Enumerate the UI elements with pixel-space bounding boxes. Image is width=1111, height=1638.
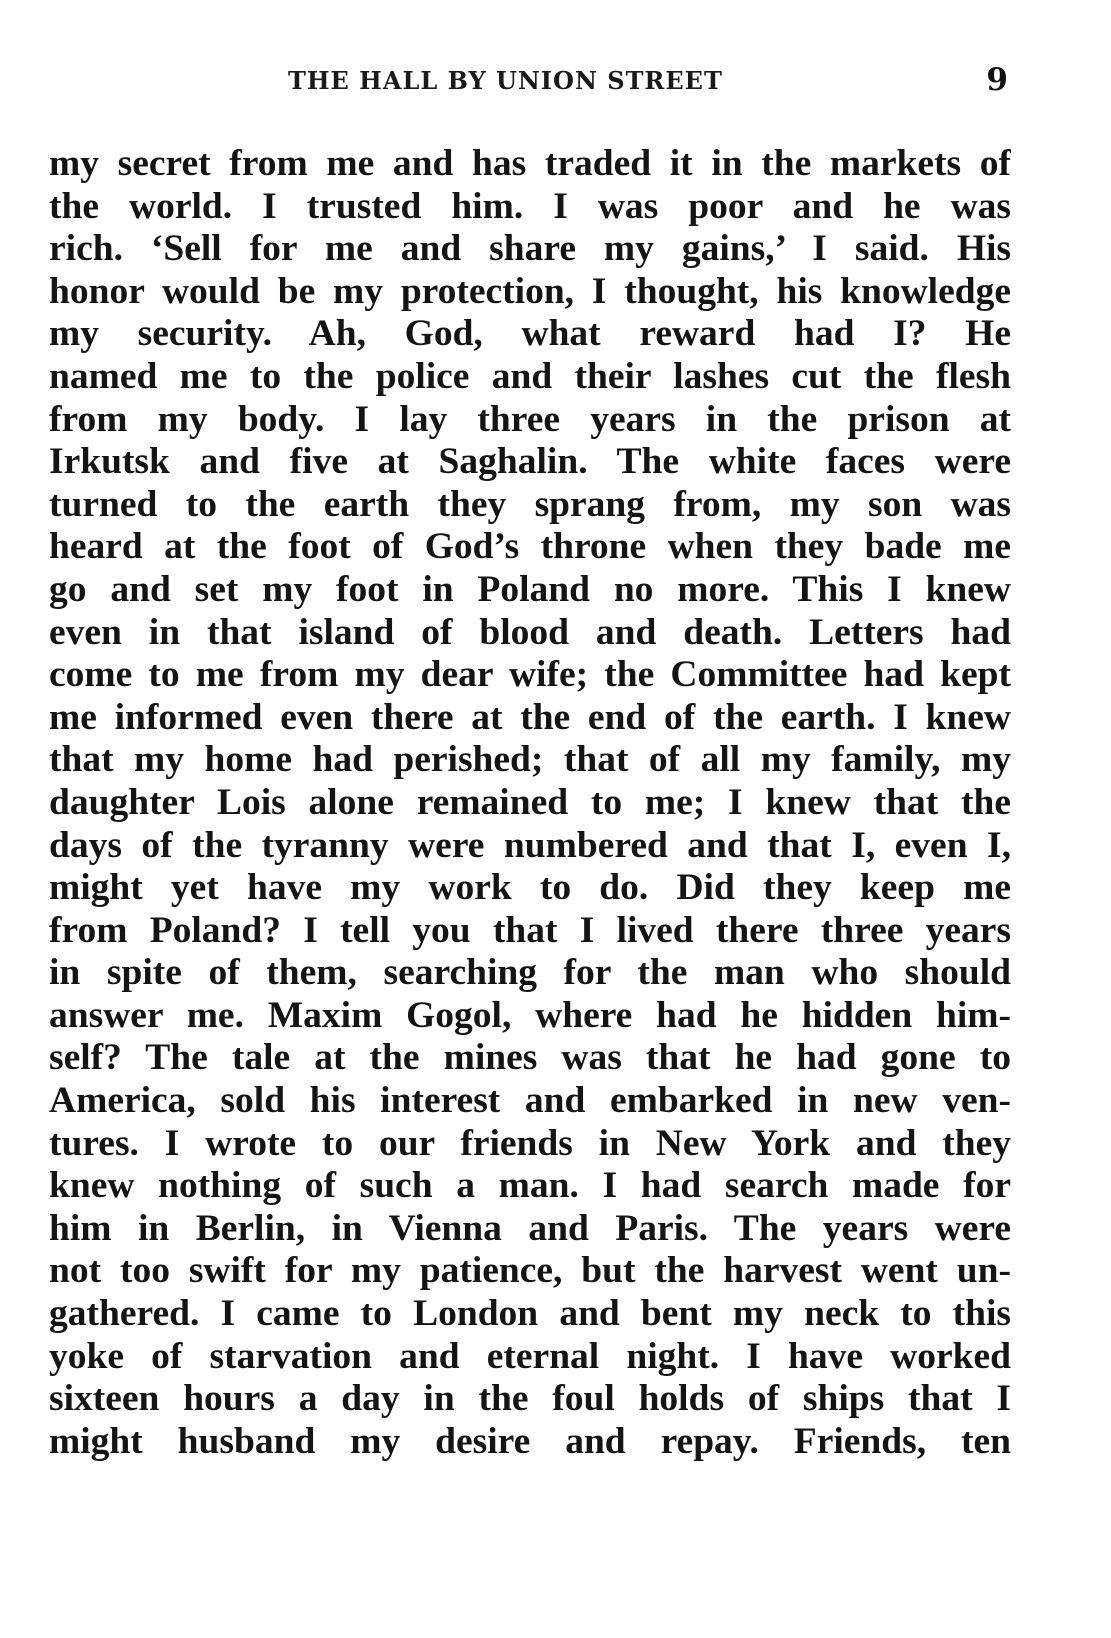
text-line: him in Berlin, in Vienna and Paris. The years were	[49, 1207, 1011, 1249]
text-line: my secret from me and has traded it in the markets of	[49, 143, 1011, 184]
text-line: days of the tyranny were numbered and that I, even I,	[49, 824, 1011, 866]
text-line: gathered. I came to London and bent my neck to this	[49, 1293, 1011, 1335]
text-line: from my body. I lay three years in the prison at	[49, 398, 1011, 440]
text-line: self? The tale at the mines was that he had gone to	[49, 1037, 1011, 1079]
text-line: not too swift for my patience, but the harvest went un-	[49, 1250, 1011, 1292]
text-line: even in that island of blood and death. Letters had	[49, 611, 1011, 653]
text-line: my security. Ah, God, what reward had I? He	[49, 313, 1011, 355]
body-text	[49, 143, 1011, 1463]
text-line: America, sold his interest and embarked in new ven-	[49, 1080, 1011, 1122]
text-line: the world. I trusted him. I was poor and he was	[49, 185, 1011, 227]
text-line: honor would be my protection, I thought, his knowledge	[49, 270, 1011, 312]
text-line: in spite of them, searching for the man who should	[49, 952, 1011, 994]
text-line: yoke of starvation and eternal night. I have worked	[49, 1335, 1011, 1377]
text-line: from Poland? I tell you that I lived there three years	[49, 909, 1011, 951]
text-line: might husband my desire and repay. Friends, ten	[49, 1420, 1011, 1462]
text-line: answer me. Maxim Gogol, where had he hidden him-	[49, 994, 1011, 1036]
text-line: sixteen hours a day in the foul holds of ships that I	[49, 1378, 1011, 1420]
text-line: tures. I wrote to our friends in New York and they	[49, 1122, 1011, 1164]
page-number: 9	[986, 62, 1008, 98]
text-line: heard at the foot of God’s throne when they bade me	[49, 526, 1011, 568]
text-line: turned to the earth they sprang from, my son was	[49, 483, 1011, 525]
text-line: Irkutsk and five at Saghalin. The white faces were	[49, 441, 1011, 483]
text-line: me informed even there at the end of the earth. I knew	[49, 696, 1011, 738]
text-line: that my home had perished; that of all my family, my	[49, 739, 1011, 781]
text-line: come to me from my dear wife; the Committee had kept	[49, 654, 1011, 696]
running-title: THE HALL BY UNION STREET	[288, 66, 723, 95]
text-line: knew nothing of such a man. I had search made for	[49, 1165, 1011, 1207]
text-line: named me to the police and their lashes cut the flesh	[49, 355, 1011, 397]
text-line: rich. ‘Sell for me and share my gains,’ I said. His	[49, 228, 1011, 270]
text-line: go and set my foot in Poland no more. This I knew	[49, 568, 1011, 610]
running-head	[48, 62, 1008, 102]
text-line: might yet have my work to do. Did they keep me	[49, 867, 1011, 909]
text-line: daughter Lois alone remained to me; I knew that the	[49, 781, 1011, 823]
